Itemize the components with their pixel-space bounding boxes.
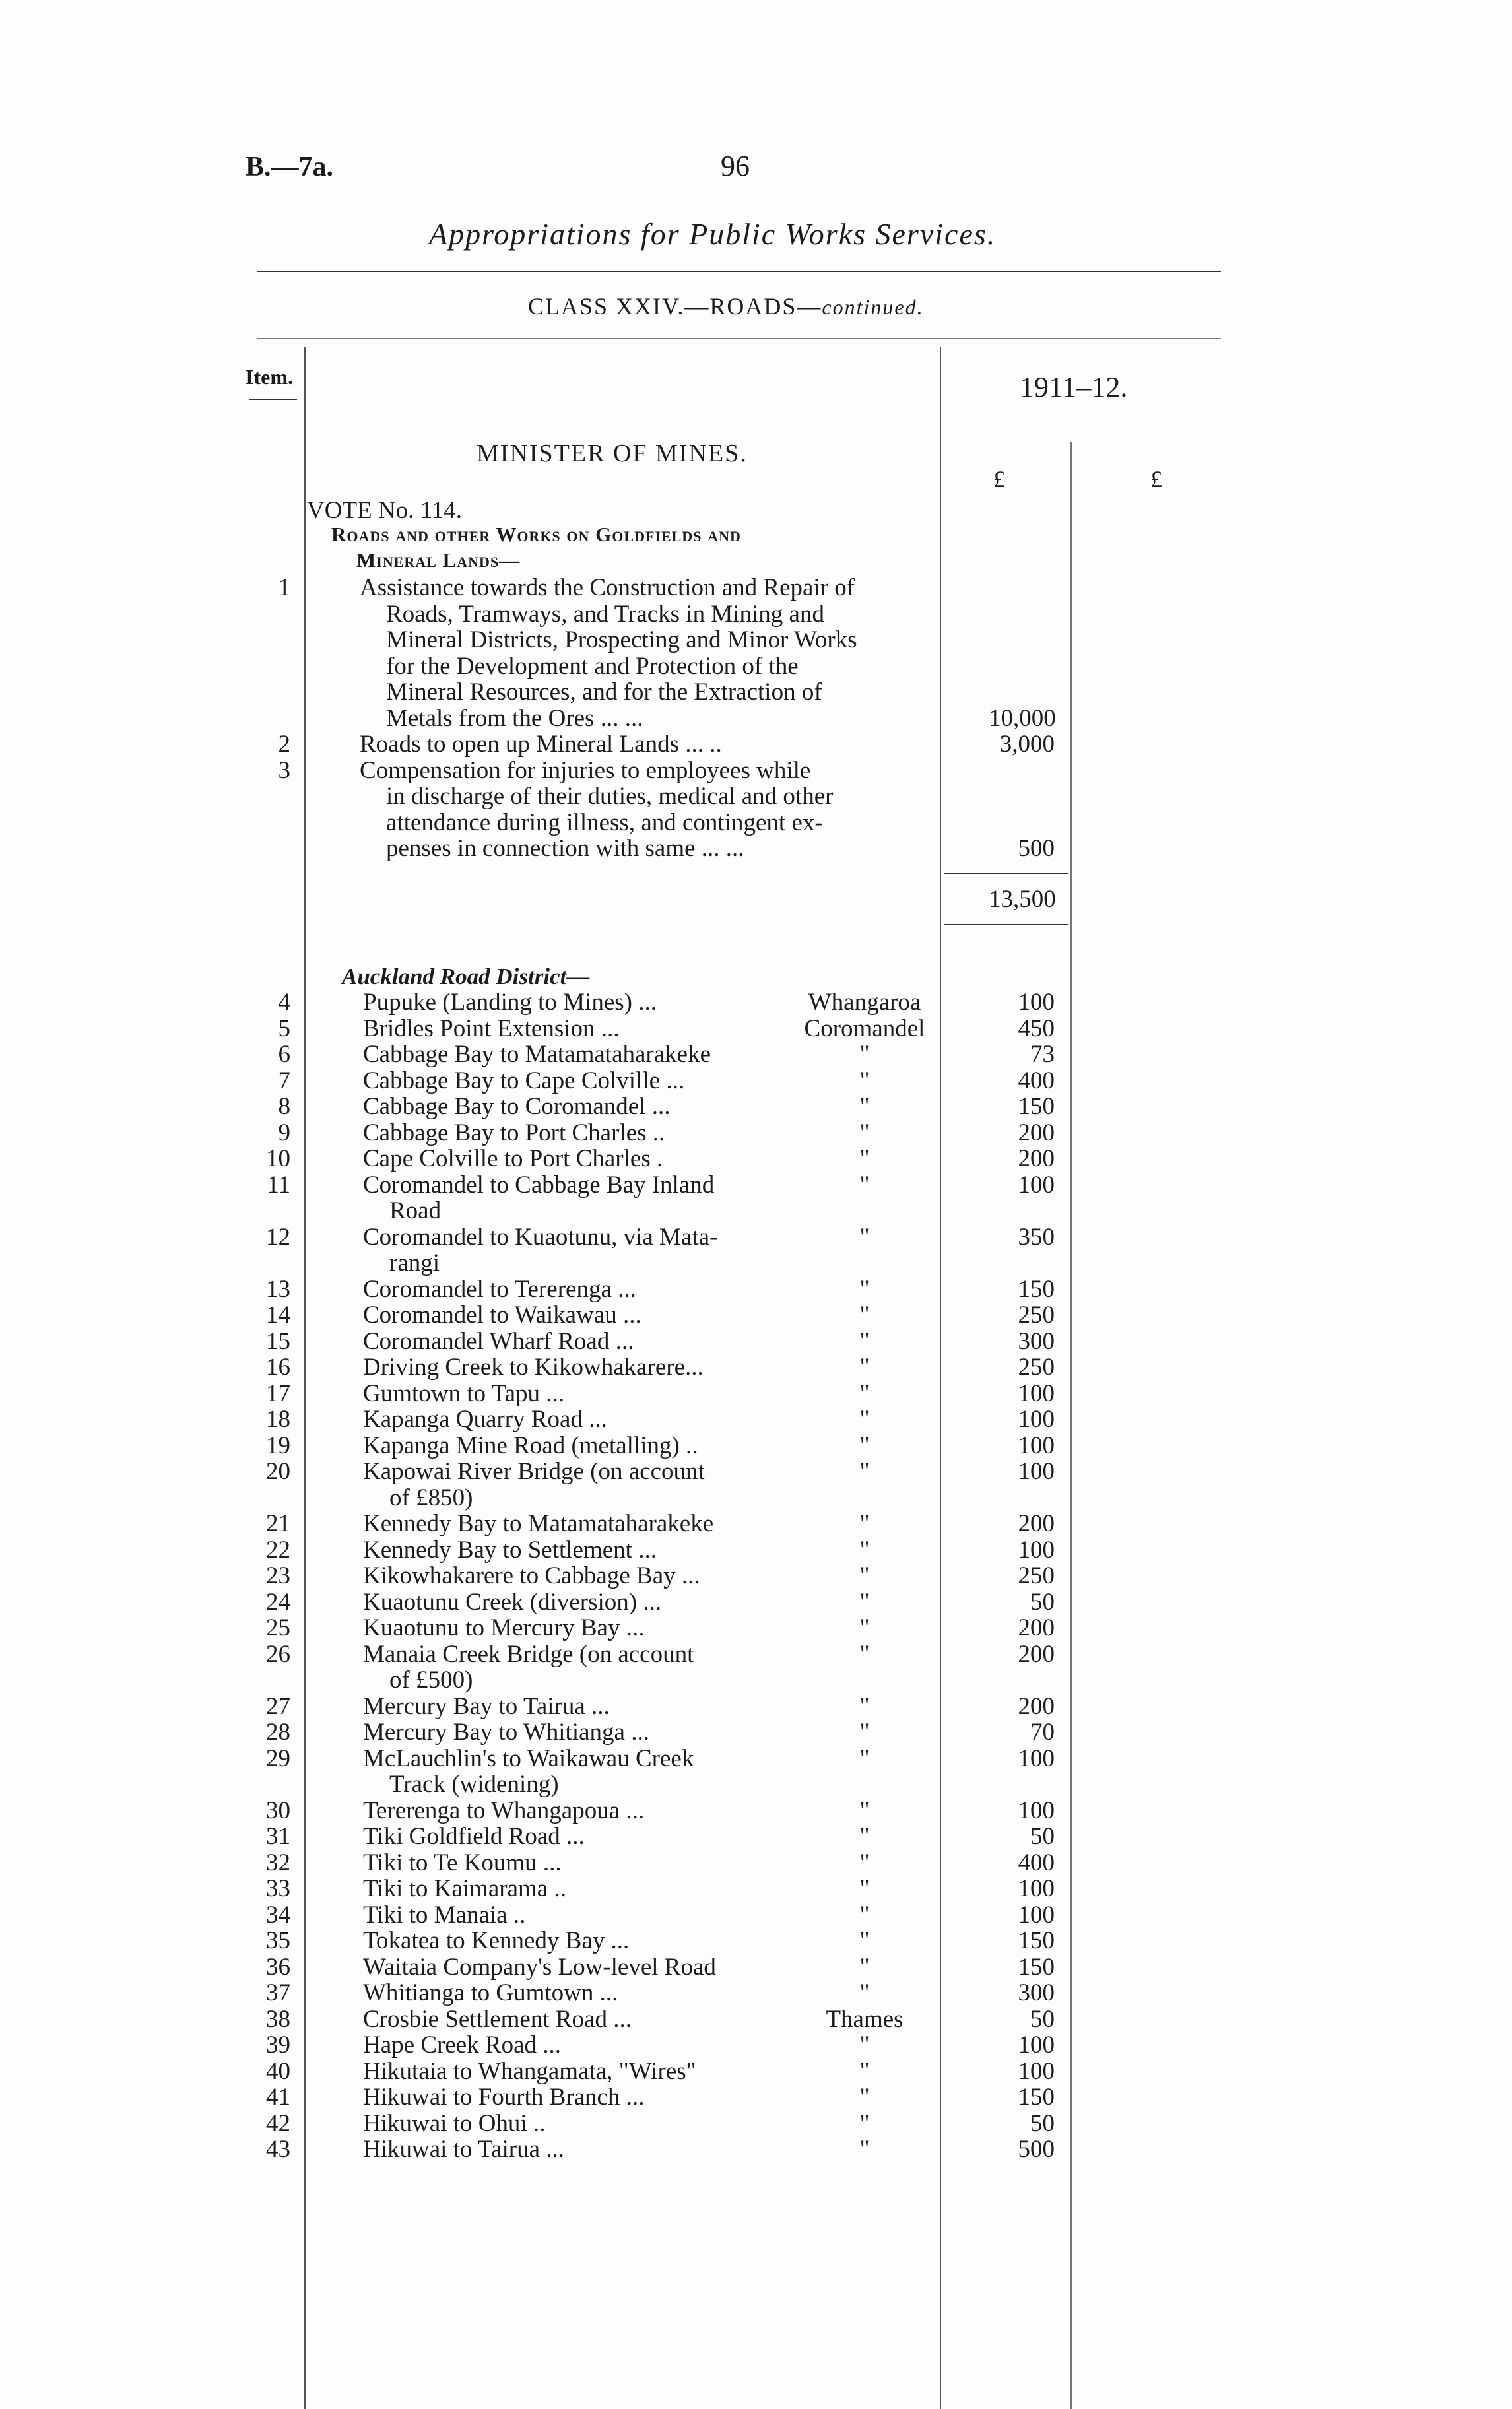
item-description-line: Cabbage Bay to Cape Colville ... — [363, 1067, 685, 1094]
item-district: " — [859, 1953, 870, 1981]
item-number: 19 — [266, 1432, 290, 1459]
total-column-rule — [1070, 442, 1072, 2409]
subtotal-rule-bottom — [944, 924, 1068, 925]
item-number: 3 — [278, 756, 290, 784]
item-number: 6 — [278, 1041, 290, 1068]
item-description-line: Kapanga Mine Road (metalling) .. — [363, 1432, 698, 1459]
item-district: " — [859, 1354, 870, 1381]
minister-heading: MINISTER OF MINES. — [477, 440, 748, 467]
document-reference: B.—7a. — [246, 152, 334, 182]
item-amount: 200 — [1018, 1510, 1055, 1537]
item-amount: 250 — [1018, 1562, 1055, 1589]
vote-title-line-1: Roads and other Works on Goldfields and — [331, 523, 741, 546]
item-amount: 100 — [1018, 1797, 1055, 1824]
item-district: " — [859, 1562, 870, 1589]
item-district: " — [859, 1823, 870, 1850]
item-description-line: Kennedy Bay to Matamataharakeke — [363, 1510, 714, 1537]
item-amount: 100 — [1018, 1901, 1055, 1929]
item-description-line: Coromandel to Cabbage Bay Inland — [363, 1171, 715, 1199]
item-description-line: Tererenga to Whangapoua ... — [363, 1797, 645, 1824]
dotted-rule — [257, 338, 1221, 339]
item-number: 26 — [266, 1640, 290, 1668]
item-number: 43 — [266, 2136, 290, 2163]
item-amount: 200 — [1018, 1614, 1055, 1641]
item-description-line: Kapanga Quarry Road ... — [363, 1406, 607, 1433]
item-description-line: Waitaia Company's Low-level Road — [363, 1953, 716, 1981]
page-title: Appropriations for Public Works Services. — [429, 217, 997, 251]
item-column-header: Item. — [246, 365, 293, 389]
item-description-line: Assistance towards the Construction and Repair of — [360, 574, 855, 601]
item-number: 38 — [266, 2005, 290, 2033]
item-amount: 100 — [1018, 2057, 1055, 2085]
item-header-underline — [249, 399, 297, 400]
item-number: 13 — [266, 1275, 290, 1303]
item-number: 1 — [278, 574, 290, 601]
pound-sign-right: £ — [1150, 466, 1162, 492]
item-district: " — [859, 1302, 870, 1329]
item-district: " — [859, 1979, 870, 2006]
item-amount: 100 — [1018, 989, 1055, 1016]
item-description-line: Tiki to Kaimarama .. — [363, 1875, 566, 1902]
item-amount: 10,000 — [989, 704, 1056, 732]
item-description-line: Cabbage Bay to Port Charles .. — [363, 1119, 665, 1146]
item-district: Whangaroa — [808, 989, 921, 1016]
item-number: 34 — [266, 1901, 290, 1929]
item-number: 8 — [278, 1093, 290, 1120]
item-district: " — [859, 1927, 870, 1954]
item-district: " — [859, 1145, 870, 1172]
item-number: 33 — [266, 1875, 290, 1902]
item-number: 32 — [266, 1849, 290, 1876]
item-district: " — [859, 1510, 870, 1537]
item-number: 29 — [266, 1744, 290, 1772]
item-description-line: Kuaotunu Creek (diversion) ... — [363, 1588, 662, 1616]
item-amount: 70 — [1030, 1719, 1055, 1746]
item-district: " — [859, 1901, 870, 1929]
item-description-line: Hikuwai to Tairua ... — [363, 2136, 564, 2163]
item-description-line: Gumtown to Tapu ... — [363, 1379, 565, 1407]
item-number: 39 — [266, 2031, 290, 2059]
item-description-line: Metals from the Ores ... ... — [386, 704, 643, 732]
item-number: 31 — [266, 1823, 290, 1850]
item-number: 41 — [266, 2084, 290, 2111]
item-amount: 150 — [1018, 1275, 1055, 1303]
item-description-line: Mercury Bay to Whitianga ... — [363, 1719, 649, 1746]
item-description-line: Road — [389, 1197, 442, 1224]
item-description-line: Compensation for injuries to employees while — [360, 756, 811, 784]
item-number: 25 — [266, 1614, 290, 1641]
item-district: " — [859, 1041, 870, 1068]
item-amount: 73 — [1030, 1041, 1055, 1068]
item-amount: 50 — [1030, 1588, 1055, 1616]
item-number: 11 — [267, 1171, 290, 1199]
item-number: 2 — [278, 731, 290, 758]
item-amount: 400 — [1018, 1067, 1055, 1094]
item-number: 27 — [266, 1692, 290, 1720]
item-district: " — [859, 1093, 870, 1120]
amount-column-rule — [940, 346, 941, 2409]
item-number: 23 — [266, 1562, 290, 1589]
item-number: 28 — [266, 1719, 290, 1746]
item-number: 22 — [266, 1536, 290, 1564]
item-description-line: McLauchlin's to Waikawau Creek — [363, 1744, 694, 1772]
item-amount: 450 — [1018, 1014, 1055, 1042]
class-heading-text: CLASS XXIV.—ROADS— — [528, 293, 822, 319]
item-description-line: of £850) — [389, 1484, 473, 1511]
item-number: 17 — [266, 1379, 290, 1407]
item-description-line: Coromandel Wharf Road ... — [363, 1327, 634, 1355]
item-district: " — [859, 1406, 870, 1433]
item-number: 9 — [278, 1119, 290, 1146]
item-amount: 200 — [1018, 1640, 1055, 1668]
item-number: 7 — [278, 1067, 290, 1094]
item-district: Coromandel — [804, 1014, 925, 1042]
item-district: " — [859, 1640, 870, 1668]
item-description-line: Tiki to Manaia .. — [363, 1901, 526, 1929]
item-number: 16 — [266, 1354, 290, 1381]
top-rule — [257, 271, 1221, 272]
item-number: 5 — [278, 1014, 290, 1042]
item-district: " — [859, 2031, 870, 2059]
item-description-line: Roads, Tramways, and Tracks in Mining and — [386, 600, 824, 628]
item-amount: 500 — [1018, 2136, 1055, 2163]
item-district: " — [859, 1588, 870, 1616]
item-amount: 150 — [1018, 1953, 1055, 1981]
item-number: 14 — [266, 1302, 290, 1329]
item-description-line: penses in connection with same ... ... — [386, 835, 744, 862]
item-description-line: Tiki to Te Koumu ... — [363, 1849, 562, 1876]
item-number: 4 — [278, 989, 290, 1016]
item-description-line: attendance during illness, and contingent ex- — [386, 808, 823, 836]
item-amount: 350 — [1018, 1223, 1055, 1251]
item-amount: 250 — [1018, 1302, 1055, 1329]
item-description-line: Manaia Creek Bridge (on account — [363, 1640, 694, 1668]
item-district: " — [859, 1797, 870, 1824]
item-description-line: Kikowhakarere to Cabbage Bay ... — [363, 1562, 700, 1589]
item-district: " — [859, 2084, 870, 2111]
item-description-line: Mineral Districts, Prospecting and Minor Works — [386, 626, 857, 653]
item-amount: 250 — [1018, 1354, 1055, 1381]
item-district: " — [859, 1875, 870, 1902]
item-district: " — [859, 1327, 870, 1355]
item-district: " — [859, 1067, 870, 1094]
item-number: 42 — [266, 2109, 290, 2137]
item-amount: 100 — [1018, 1379, 1055, 1407]
item-number: 40 — [266, 2057, 290, 2085]
item-district: " — [859, 1744, 870, 1772]
item-amount: 100 — [1018, 1458, 1055, 1485]
item-amount: 50 — [1030, 1823, 1055, 1850]
item-amount: 100 — [1018, 1432, 1055, 1459]
item-amount: 150 — [1018, 2084, 1055, 2111]
district-heading: Auckland Road District— — [342, 964, 590, 989]
item-amount: 150 — [1018, 1927, 1055, 1954]
item-amount: 100 — [1018, 1536, 1055, 1564]
item-description-line: Cape Colville to Port Charles . — [363, 1145, 663, 1172]
vote-title-line-2: Mineral Lands— — [356, 548, 521, 572]
pound-sign-left: £ — [993, 466, 1005, 492]
item-amount: 150 — [1018, 1093, 1055, 1120]
item-amount: 200 — [1018, 1692, 1055, 1720]
item-district: " — [859, 1119, 870, 1146]
item-number: 35 — [266, 1927, 290, 1954]
item-amount: 100 — [1018, 1875, 1055, 1902]
item-amount: 100 — [1018, 2031, 1055, 2059]
item-description-line: Coromandel to Waikawau ... — [363, 1302, 641, 1329]
item-amount: 3,000 — [999, 731, 1055, 758]
item-description-line: Hikuwai to Ohui .. — [363, 2109, 546, 2137]
item-district: " — [859, 2057, 870, 2085]
item-number: 18 — [266, 1406, 290, 1433]
class-heading-suffix: continued. — [822, 295, 924, 319]
item-district: Thames — [826, 2005, 904, 2033]
item-description-line: Hikutaia to Whangamata, "Wires" — [363, 2057, 696, 2085]
item-description-line: Kapowai River Bridge (on account — [363, 1458, 705, 1485]
item-description-line: Tiki Goldfield Road ... — [363, 1823, 585, 1850]
item-district: " — [859, 2109, 870, 2137]
item-description-line: rangi — [389, 1249, 440, 1276]
item-number: 20 — [266, 1458, 290, 1485]
subtotal-rule-top — [944, 873, 1068, 874]
item-description-line: in discharge of their duties, medical and other — [386, 783, 834, 810]
item-amount: 300 — [1018, 1979, 1055, 2006]
item-number: 12 — [266, 1223, 290, 1251]
item-district: " — [859, 1692, 870, 1720]
item-description-line: Coromandel to Kuaotunu, via Mata- — [363, 1223, 718, 1251]
class-heading — [528, 294, 924, 318]
item-number: 36 — [266, 1953, 290, 1981]
item-amount: 100 — [1018, 1406, 1055, 1433]
item-district: " — [859, 1223, 870, 1251]
year-column-header: 1911–12. — [1020, 371, 1128, 403]
item-number: 30 — [266, 1797, 290, 1824]
item-district: " — [859, 1614, 870, 1641]
item-description-line: Kennedy Bay to Settlement ... — [363, 1536, 657, 1564]
item-district: " — [859, 1458, 870, 1485]
item-number: 15 — [266, 1327, 290, 1355]
item-description-line: Cabbage Bay to Coromandel ... — [363, 1093, 671, 1120]
item-number: 21 — [266, 1510, 290, 1537]
item-description-line: of £500) — [389, 1666, 473, 1694]
item-amount: 200 — [1018, 1145, 1055, 1172]
item-description-line: Kuaotunu to Mercury Bay ... — [363, 1614, 645, 1641]
item-district: " — [859, 1379, 870, 1407]
mines-total: 13,500 — [989, 886, 1056, 913]
item-district: " — [859, 1849, 870, 1876]
item-district: " — [859, 1719, 870, 1746]
item-amount: 100 — [1018, 1171, 1055, 1199]
item-district: " — [859, 1432, 870, 1459]
item-description-line: Crosbie Settlement Road ... — [363, 2005, 632, 2033]
item-description-line: Mercury Bay to Tairua ... — [363, 1692, 610, 1720]
item-district: " — [859, 1275, 870, 1303]
item-description-line: Pupuke (Landing to Mines) ... — [363, 989, 657, 1016]
item-description-line: Mineral Resources, and for the Extraction of — [386, 678, 822, 706]
item-number: 10 — [266, 1145, 290, 1172]
item-amount: 300 — [1018, 1327, 1055, 1355]
item-district: " — [859, 2136, 870, 2163]
item-district: " — [859, 1171, 870, 1199]
vote-number: VOTE No. 114. — [307, 497, 462, 524]
item-description-line: Bridles Point Extension ... — [363, 1014, 620, 1042]
item-number: 24 — [266, 1588, 290, 1616]
item-column-rule — [304, 346, 306, 2409]
item-description-line: Hape Creek Road ... — [363, 2031, 562, 2059]
item-description-line: Tokatea to Kennedy Bay ... — [363, 1927, 630, 1954]
page-number: 96 — [721, 150, 750, 182]
item-description-line: Coromandel to Tererenga ... — [363, 1275, 636, 1303]
item-amount: 100 — [1018, 1744, 1055, 1772]
item-description-line: Cabbage Bay to Matamataharakeke — [363, 1041, 711, 1068]
item-description-line: Driving Creek to Kikowhakarere... — [363, 1354, 704, 1381]
item-description-line: Roads to open up Mineral Lands ... .. — [360, 731, 722, 758]
item-description-line: for the Development and Protection of the — [386, 652, 799, 680]
item-description-line: Track (widening) — [389, 1771, 559, 1798]
item-number: 37 — [266, 1979, 290, 2006]
item-amount: 200 — [1018, 1119, 1055, 1146]
item-amount: 400 — [1018, 1849, 1055, 1876]
item-description-line: Whitianga to Gumtown ... — [363, 1979, 618, 2006]
item-amount: 50 — [1030, 2109, 1055, 2137]
item-amount: 50 — [1030, 2005, 1055, 2033]
item-amount: 500 — [1018, 835, 1055, 862]
item-district: " — [859, 1536, 870, 1564]
item-description-line: Hikuwai to Fourth Branch ... — [363, 2084, 645, 2111]
